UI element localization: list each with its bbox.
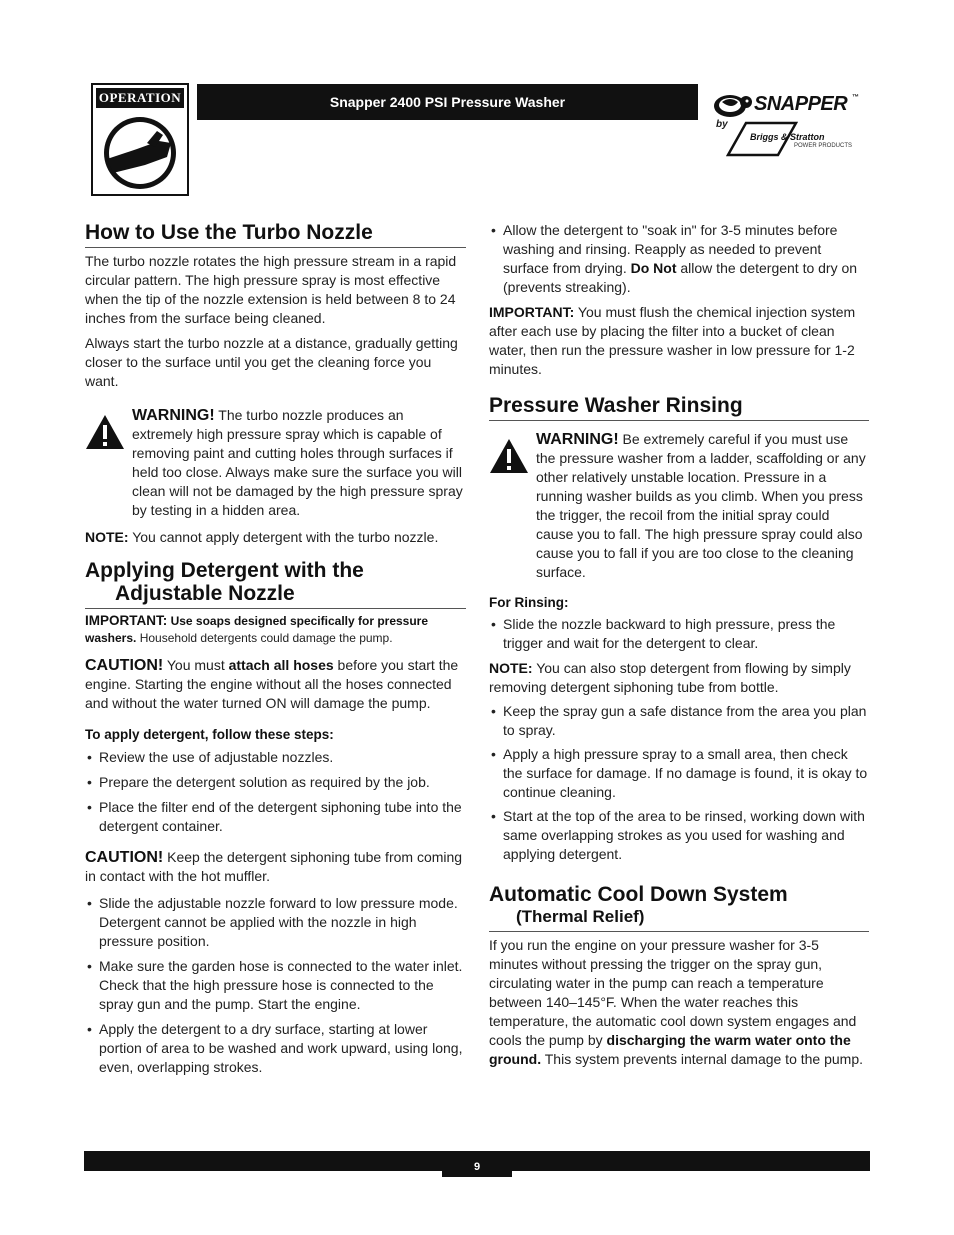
soak-list — [489, 221, 869, 297]
list-item: • Slide the adjustable nozzle forward to low pressure mode. Detergent cannot be applied with the nozzle in high pressure position. — [85, 894, 466, 951]
steps-list-2 — [85, 894, 466, 1077]
caution-1-label: CAUTION! — [85, 657, 164, 674]
maker-subtitle: POWER PRODUCTS — [794, 143, 853, 149]
cooldown-heading-main: Automatic Cool Down System — [489, 883, 788, 906]
detergent-heading — [85, 559, 466, 609]
cooldown-text-bold: discharging the warm water onto the ground. — [489, 1032, 851, 1067]
list-item: • Keep the spray gun a safe distance from the area you plan to spray. — [489, 702, 869, 740]
detergent-heading-line1: Applying Detergent with the — [85, 559, 364, 582]
turbo-paragraph-2: Always start the turbo nozzle at a distance, gradually getting closer to the surface until you get the cleaning force you want. — [85, 335, 458, 389]
rinsing-note-label: NOTE: — [489, 660, 533, 676]
turbo-warning-text: The turbo nozzle produces an extremely high pressure spray which is capable of removing paint and cutting holes through surfaces if held too close. Always make sure the surface you will clean will not be damaged by the high pressure spray by testing in a hidden area. — [132, 407, 463, 518]
operation-badge-label: OPERATION — [96, 88, 184, 108]
cooldown-heading — [489, 883, 869, 932]
caution-2-label: CAUTION! — [85, 849, 164, 866]
cooldown-text-post: This system prevents internal damage to the pump. — [541, 1051, 864, 1067]
brand-logo — [708, 88, 868, 158]
steps-heading: To apply detergent, follow these steps: — [85, 727, 334, 742]
turbo-paragraph-1: The turbo nozzle rotates the high pressure stream in a rapid circular pattern. The high pressure spray is most effective when the tip of the nozzle extension is held between 8 to 24 inches from the surface being cleaned. — [85, 253, 457, 326]
detergent-important-label: IMPORTANT: — [85, 613, 168, 628]
list-item: • Make sure the garden hose is connected to the water inlet. Check that the high pressure hose is connected to the spray gun and the pump. Start the engine. — [85, 957, 466, 1014]
flush-important-text: You must flush the chemical injection system after each use by placing the filter into a bucket of clean water, then run the pressure washer in low pressure for 1-2 minutes. — [489, 304, 856, 377]
soak-do-not: Do Not — [630, 260, 677, 276]
cooldown-subheading: (Thermal Relief) — [516, 907, 645, 926]
list-item: • Start at the top of the area to be rinsed, working down with same overlapping strokes as you used for washing and applying detergent. — [489, 807, 869, 864]
page-number: 9 — [442, 1151, 512, 1177]
soak-text-pre: Allow the detergent to "soak in" for 3-5 minutes before washing and rinsing. Reapply as needed to prevent surface from drying. — [503, 222, 838, 276]
list-item: • Slide the nozzle backward to high pressure, press the trigger and wait for the detergent to clear. — [489, 615, 869, 653]
maker-name: Briggs & Stratton — [750, 132, 825, 142]
turbo-heading: How to Use the Turbo Nozzle — [85, 221, 466, 248]
cooldown-text-pre: If you run the engine on your pressure washer for 3-5 minutes without pressing the trigger on the spray gun, circulating water in the pump can reach a temperature between 140–145°F. When the water reaches this temperature, the automatic cool down system engages and cools the pump by — [489, 937, 857, 1048]
detergent-section — [85, 559, 466, 1077]
list-item — [489, 221, 869, 297]
document-title-bar: Snapper 2400 PSI Pressure Washer — [197, 84, 698, 120]
detergent-important-bold: Use soaps designed specifically for pressure washers. — [85, 614, 429, 645]
caution-1-text-pre: You must — [163, 657, 229, 673]
steps-list — [85, 748, 466, 836]
list-item: • Apply a high pressure spray to a small area, then check the surface for damage. If no damage is found, it is okay to continue cleaning. — [489, 745, 869, 802]
detergent-important-text: Household detergents could damage the pump. — [136, 631, 393, 645]
caution-1-bold: attach all hoses — [228, 657, 334, 673]
turtle-logo-icon — [710, 90, 754, 120]
rinsing-warning-text: Be extremely careful if you must use the pressure washer from a ladder, scaffolding or any other relatively unstable location. Pressure in a running washer builds as you climb. When you press the trigger, the recoil from the initial spray could cause you to fall. The high pressure spray could also cause you to fall if you are too close to the cleaning surface. — [536, 431, 866, 580]
rinsing-note-text: You can also stop detergent from flowing by simply removing detergent siphoning tube from bottle. — [489, 660, 851, 695]
flush-important-label: IMPORTANT: — [489, 304, 575, 320]
turbo-note-label: NOTE: — [85, 529, 129, 545]
list-item: • Review the use of adjustable nozzles. — [85, 748, 466, 767]
soak-text-post: allow the detergent to dry on (prevents streaking). — [503, 260, 858, 295]
detergent-heading-line2: Adjustable Nozzle — [115, 582, 295, 605]
list-item: • Place the filter end of the detergent siphoning tube into the detergent container. — [85, 798, 466, 836]
for-rinsing-heading: For Rinsing: — [489, 595, 569, 610]
turbo-warning — [85, 406, 466, 520]
cooldown-section — [489, 883, 869, 1069]
caution-1-text-post: before you start the engine. Starting the engine without all the hoses connected and without the water turned ON will damage the pump. — [85, 657, 459, 711]
turbo-note-text: You cannot apply detergent with the turbo nozzle. — [128, 529, 439, 545]
brand-by: by — [716, 119, 728, 130]
rinsing-section — [489, 394, 869, 864]
list-item: • Prepare the detergent solution as required by the job. — [85, 773, 466, 792]
warning-triangle-icon — [85, 414, 125, 450]
list-item: • Apply the detergent to a dry surface, starting at lower portion of area to be washed and work upward, using long, even, overlapping strokes. — [85, 1020, 466, 1077]
warning-triangle-icon — [489, 438, 529, 474]
hand-operating-icon — [97, 113, 183, 191]
rinsing-list-2 — [489, 702, 869, 864]
soak-block — [489, 221, 869, 379]
rinsing-heading: Pressure Washer Rinsing — [489, 394, 869, 421]
trademark-mark: ™ — [852, 94, 859, 101]
brand-name: SNAPPER — [754, 93, 848, 115]
operation-badge — [91, 83, 189, 196]
turbo-warning-label: WARNING! — [132, 407, 215, 424]
caution-2-text: Keep the detergent siphoning tube from coming in contact with the hot muffler. — [85, 849, 463, 884]
rinsing-warning — [489, 430, 869, 582]
rinsing-warning-label: WARNING! — [536, 431, 619, 448]
rinsing-list-1 — [489, 615, 869, 653]
turbo-section — [85, 221, 466, 547]
